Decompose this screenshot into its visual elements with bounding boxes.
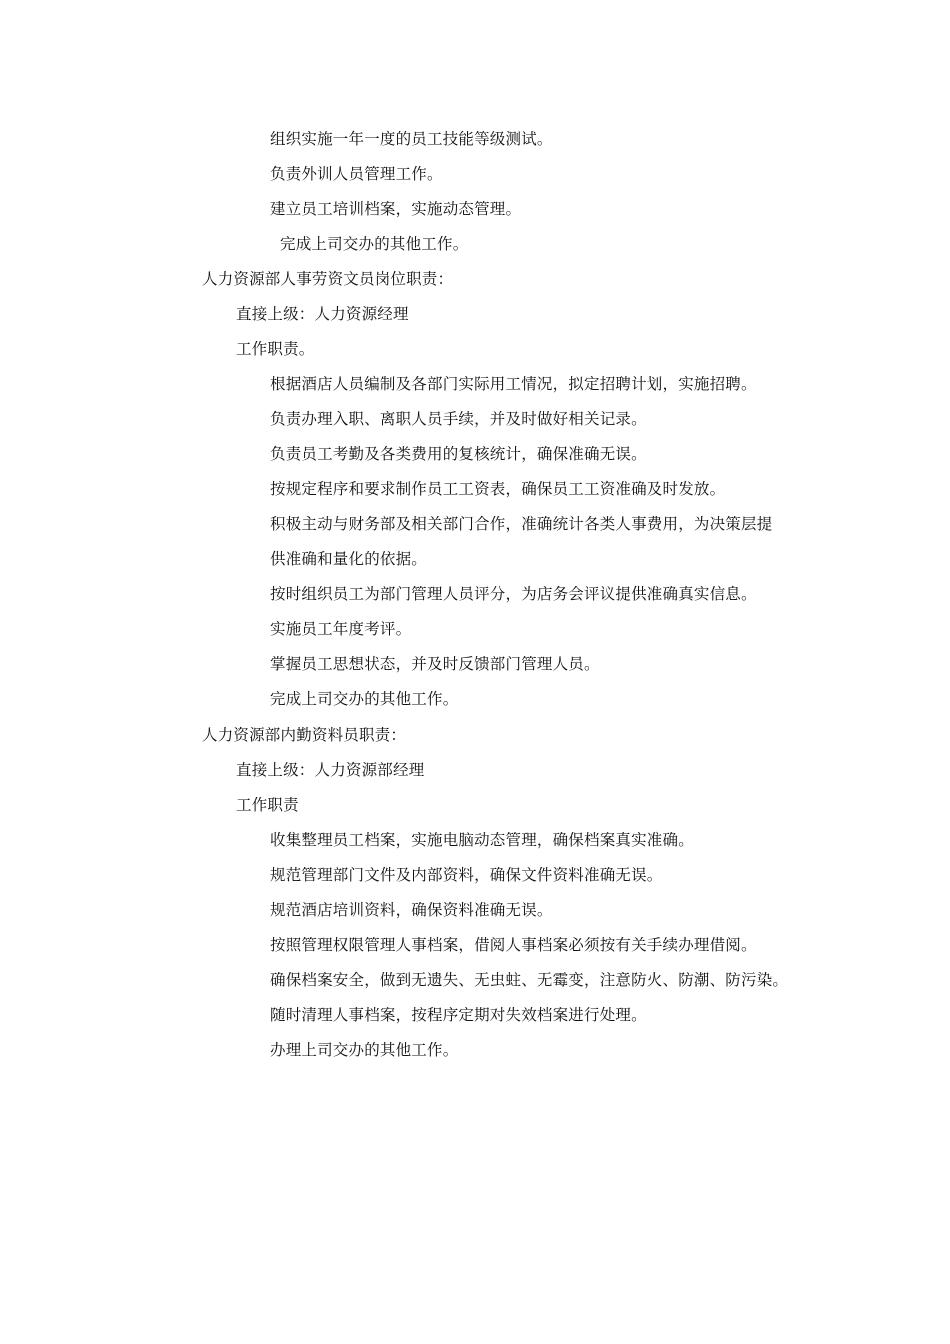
duty-item: 掌握员工思想状态，并及时反馈部门管理人员。 — [270, 655, 600, 673]
duty-item: 按规定程序和要求制作员工工资表，确保员工工资准确及时发放。 — [270, 480, 726, 498]
duty-item: 按时组织员工为部门管理人员评分，为店务会评议提供准确真实信息。 — [270, 585, 757, 603]
supervisor-line: 直接上级：人力资源部经理 — [236, 761, 425, 779]
duty-item: 建立员工培训档案，实施动态管理。 — [270, 200, 522, 218]
duty-item: 完成上司交办的其他工作。 — [270, 690, 459, 708]
duty-item: 随时清理人事档案，按程序定期对失效档案进行处理。 — [270, 1006, 647, 1024]
duty-item: 完成上司交办的其他工作。 — [280, 235, 469, 253]
section-heading: 人力资源部内勤资料员职责： — [202, 726, 407, 744]
duty-item: 负责员工考勤及各类费用的复核统计，确保准确无误。 — [270, 445, 647, 463]
duty-item: 规范酒店培训资料，确保资料准确无误。 — [270, 901, 553, 919]
duty-item: 负责外训人员管理工作。 — [270, 165, 443, 183]
duty-item: 实施员工年度考评。 — [270, 620, 412, 638]
duty-item: 确保档案安全，做到无遗失、无虫蛀、无霉变，注意防火、防潮、防污染。 — [270, 971, 789, 989]
section-heading: 人力资源部人事劳资文员岗位职责： — [202, 270, 454, 288]
duty-item: 组织实施一年一度的员工技能等级测试。 — [270, 130, 553, 148]
duty-item: 收集整理员工档案，实施电脑动态管理，确保档案真实准确。 — [270, 831, 694, 849]
duty-item: 按照管理权限管理人事档案，借阅人事档案必须按有关手续办理借阅。 — [270, 936, 757, 954]
duties-label: 工作职责 — [236, 796, 299, 814]
duty-item: 积极主动与财务部及相关部门合作，准确统计各类人事费用，为决策层提 — [270, 515, 773, 533]
duty-item: 办理上司交办的其他工作。 — [270, 1041, 459, 1059]
duty-item-continuation: 供准确和量化的依据。 — [270, 550, 428, 568]
duty-item: 根据酒店人员编制及各部门实际用工情况，拟定招聘计划，实施招聘。 — [270, 375, 757, 393]
duty-item: 负责办理入职、离职人员手续，并及时做好相关记录。 — [270, 410, 647, 428]
supervisor-line: 直接上级：人力资源经理 — [236, 305, 409, 323]
duties-label: 工作职责。 — [236, 340, 315, 358]
duty-item: 规范管理部门文件及内部资料，确保文件资料准确无误。 — [270, 866, 663, 884]
